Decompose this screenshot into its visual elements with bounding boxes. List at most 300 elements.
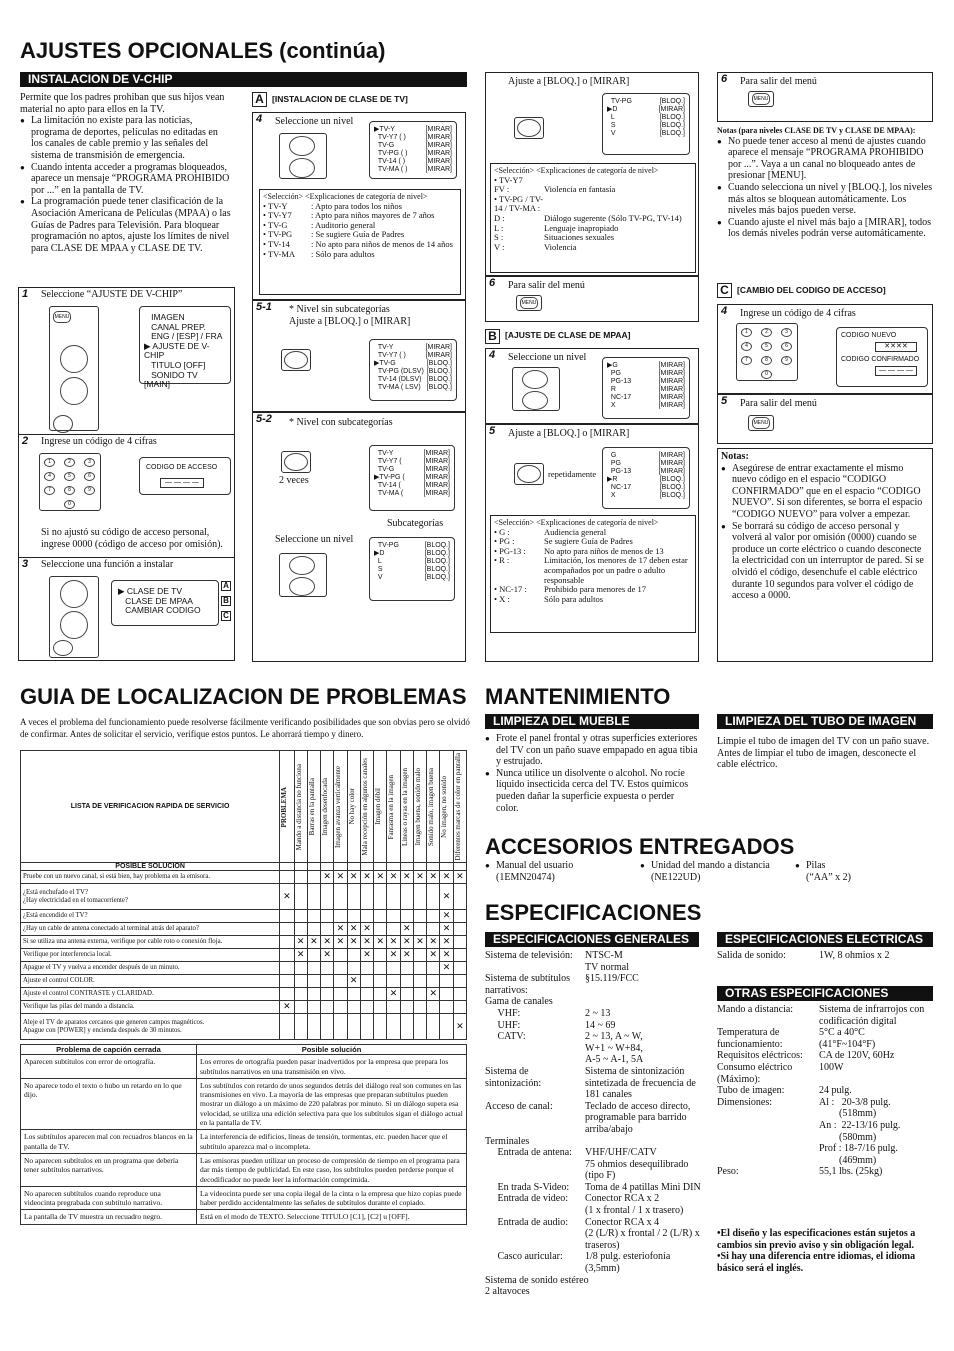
check-mark: ✕ xyxy=(280,1001,294,1014)
check-mark: ✕ xyxy=(427,988,440,1001)
digit-4-button[interactable]: 4 xyxy=(741,342,752,351)
rating-code: • PG : xyxy=(494,536,515,547)
solution-cell xyxy=(21,884,280,910)
digit-3-button[interactable]: 3 xyxy=(781,328,792,337)
level-row[interactable] xyxy=(374,450,450,458)
level-row[interactable] xyxy=(607,98,685,106)
label-a-large: A xyxy=(252,92,267,107)
rating-explanation: : Auditorio general xyxy=(311,219,376,230)
level-row[interactable] xyxy=(607,468,685,476)
section-head-change-code: [CAMBIO DEL CODIGO DE ACCESO] xyxy=(737,285,886,295)
check-mark xyxy=(321,923,334,936)
problem-label: No hay color xyxy=(347,788,356,826)
solution-text: ¿Hay un cable de antena conectado al terminal atrás del aparato? xyxy=(23,925,199,933)
rating-code: • TV-Y7 xyxy=(263,210,292,221)
check-mark: ✕ xyxy=(453,1014,466,1040)
subcategory-list-screen xyxy=(369,537,455,601)
check-mark xyxy=(453,936,466,949)
ch-remote xyxy=(512,367,560,411)
remote-control xyxy=(49,576,99,658)
spec-value: 55,1 lbs. (25kg) xyxy=(819,1166,883,1178)
level-row[interactable] xyxy=(374,542,450,550)
label-b-large: B xyxy=(485,329,500,344)
table-row xyxy=(21,1186,467,1210)
spec-value: 2 ~ 13 xyxy=(585,1007,611,1019)
vol-pad[interactable] xyxy=(284,453,308,471)
ch-up-pad[interactable] xyxy=(60,345,88,373)
check-mark xyxy=(387,975,400,988)
check-mark xyxy=(427,1001,440,1014)
check-mark: ✕ xyxy=(347,871,360,884)
step-text: Ingrese un código de 4 cifras xyxy=(740,308,856,319)
empty-cell xyxy=(334,863,347,871)
digit-2-button[interactable]: 2 xyxy=(64,458,75,467)
digit-4-button[interactable]: 4 xyxy=(44,472,55,481)
vol-remote xyxy=(514,463,544,485)
check-mark xyxy=(321,1014,334,1040)
rating-code: S : xyxy=(494,232,504,243)
vol-pad[interactable] xyxy=(53,415,73,433)
level-status: [BLOQ.] xyxy=(659,98,685,105)
check-mark xyxy=(307,1014,320,1040)
closed-caption-table xyxy=(20,1044,467,1225)
remote-control xyxy=(49,306,99,431)
menu-item[interactable]: CLASE DE MPAA xyxy=(118,595,193,606)
level-row[interactable] xyxy=(374,490,450,498)
level-row[interactable] xyxy=(607,114,685,122)
digit-7-button[interactable]: 7 xyxy=(741,356,752,365)
level-status: [MIRAR] xyxy=(423,490,450,497)
check-mark xyxy=(360,962,373,975)
table-row xyxy=(21,1001,467,1014)
level-status: [BLOQ.] xyxy=(659,130,685,137)
check-mark: ✕ xyxy=(453,871,466,884)
check-mark xyxy=(413,884,426,910)
level-row[interactable] xyxy=(374,482,450,490)
level-name: L xyxy=(607,114,615,121)
rating-explanation: Se sugiere Guía de Padres xyxy=(544,536,633,547)
tv-rating-explanations xyxy=(259,189,461,295)
digit-9-button[interactable]: 9 xyxy=(781,356,792,365)
empty-cell xyxy=(321,863,334,871)
level-row[interactable] xyxy=(374,574,450,582)
level-status: [BLOQ.] xyxy=(424,542,450,549)
check-mark: ✕ xyxy=(360,936,373,949)
check-mark: ✕ xyxy=(294,936,307,949)
access-code-field[interactable]: — — — — xyxy=(160,478,204,488)
spec-label: En trada S-Video: xyxy=(485,1181,570,1193)
spec-label: Gama de canales xyxy=(485,996,553,1008)
empty-cell xyxy=(400,863,413,871)
rating-explanation xyxy=(544,195,692,214)
ch-down-pad[interactable] xyxy=(60,611,88,639)
cc-problem-head: Problema de capción cerrada xyxy=(21,1045,197,1055)
level-status: [MIRAR] xyxy=(658,452,685,459)
table-row xyxy=(21,975,467,988)
subcategory-list-screen xyxy=(602,93,690,155)
check-mark xyxy=(334,910,347,923)
section-bar-vchip: INSTALACION DE V-CHIP xyxy=(20,72,467,87)
ch-up-pad[interactable] xyxy=(289,556,315,575)
digit-9-button[interactable]: 9 xyxy=(84,486,95,495)
access-code-screen xyxy=(139,457,231,495)
level-name: TV-14 (DLSV) xyxy=(374,376,422,383)
level-name: TV-Y7 ( ) xyxy=(374,352,406,359)
menu-item[interactable]: TITULO [OFF] xyxy=(144,359,206,370)
check-mark xyxy=(294,910,307,923)
confirm-code-label: CODIGO CONFIRMADO xyxy=(841,356,920,363)
check-mark xyxy=(413,910,426,923)
level-name: TV-G xyxy=(374,142,395,149)
check-mark: ✕ xyxy=(440,962,453,975)
level-row[interactable] xyxy=(374,360,452,368)
level-row[interactable] xyxy=(607,122,685,130)
level-row[interactable] xyxy=(607,402,685,410)
other-specs-list xyxy=(717,1004,933,1178)
cc-solution: La interferencia de edificios, líneas de tensión, tormentas, etc. pueden hacer que el subtítulo aparezca mal o incompleta. xyxy=(197,1130,467,1154)
level-row[interactable] xyxy=(374,566,450,574)
step-text: Para salir del menú xyxy=(508,280,585,291)
ch-down-pad[interactable] xyxy=(289,577,315,596)
check-mark xyxy=(307,1001,320,1014)
level-status: [BLOQ.] xyxy=(426,376,452,383)
table-row xyxy=(21,949,467,962)
spec-value: Sistema de sintonización sintetizada de frecuencia de 181 canales xyxy=(585,1065,699,1101)
ch-down-pad[interactable] xyxy=(522,391,548,410)
rating-code: • TV-Y7 xyxy=(494,174,523,185)
menu-remote xyxy=(748,415,774,431)
menu-item[interactable]: ▶ CLASE DE TV xyxy=(118,586,183,596)
vchip-intro xyxy=(20,92,232,254)
check-mark: ✕ xyxy=(387,949,400,962)
check-mark xyxy=(427,910,440,923)
check-mark xyxy=(374,923,387,936)
empty-cell xyxy=(347,863,360,871)
level-row[interactable] xyxy=(607,492,685,500)
new-code-field[interactable]: ✕✕✕✕ xyxy=(875,342,917,352)
problem-col-head xyxy=(374,751,387,863)
digit-0-button[interactable]: 0 xyxy=(64,500,75,509)
menu-button[interactable]: MENU xyxy=(53,311,71,323)
specs-footnotes xyxy=(717,1228,931,1274)
level-row[interactable] xyxy=(607,370,685,378)
solution-cell xyxy=(21,1001,280,1014)
menu-item[interactable]: ▶ AJUSTE DE V-CHIP xyxy=(144,340,210,361)
menu-item[interactable]: ENG / [ESP] / FRA xyxy=(144,331,223,342)
level-status: [MIRAR] xyxy=(658,468,685,475)
label-c: C xyxy=(221,611,231,621)
label-c-large: C xyxy=(717,283,732,298)
subcategory-explanations xyxy=(490,163,696,273)
vol-pad[interactable] xyxy=(53,640,73,656)
rating-code: • G : xyxy=(494,526,510,537)
problem-col-head xyxy=(387,751,400,863)
level-status: [MIRAR] xyxy=(425,126,452,133)
rating-code: FV : xyxy=(494,184,510,195)
check-mark: ✕ xyxy=(374,936,387,949)
vchip-step3 xyxy=(18,557,235,661)
bullet-item: ● Asegúrese de entrar exactamente el mismo nuevo código en el espacio “CODIGO CONFIRMADO” que en el espacio “CODIGO NUEVO”. Si son diferentes, se borra el espacio “CODIGO NUEVO” para volver a empezar. xyxy=(721,463,929,521)
digit-1-button[interactable]: 1 xyxy=(44,458,55,467)
problem-label: Diferentes marcas de color en pantalla xyxy=(453,753,462,861)
level-row[interactable] xyxy=(607,460,685,468)
rating-code: • R : xyxy=(494,555,510,566)
cc-problem: No aparece todo el texto o hubo un retardo en lo que dijo. xyxy=(21,1078,197,1129)
ch-up-pad[interactable] xyxy=(289,136,315,156)
rating-explanation: Limitación, los menores de 17 deben estar acompañados por un padre o adulto responsable xyxy=(544,555,688,585)
check-mark: ✕ xyxy=(334,871,347,884)
level-name: NC-17 xyxy=(607,484,632,491)
repeat-note: 2 veces xyxy=(279,475,309,486)
level-row[interactable] xyxy=(607,378,685,386)
service-checklist-table xyxy=(20,750,467,1040)
vol-pad[interactable] xyxy=(517,465,541,483)
problem-label: Mala recepción en algunos canales xyxy=(360,757,369,856)
menu-button[interactable]: MENU xyxy=(752,417,770,429)
check-mark xyxy=(374,949,387,962)
check-mark xyxy=(413,949,426,962)
check-mark: ✕ xyxy=(440,923,453,936)
check-mark: ✕ xyxy=(387,871,400,884)
level-row[interactable] xyxy=(374,126,452,134)
problem-label: No imagen, no sonido xyxy=(440,775,449,838)
check-mark xyxy=(387,962,400,975)
ch-down-pad[interactable] xyxy=(289,158,315,178)
check-mark xyxy=(334,1014,347,1040)
level-row[interactable] xyxy=(374,474,450,482)
rating-code: D : xyxy=(494,212,505,223)
level-name: PG-13 xyxy=(607,378,632,385)
problem-col-head xyxy=(294,751,307,863)
digit-3-button[interactable]: 3 xyxy=(84,458,95,467)
step-text: * Nivel con subcategorías xyxy=(289,417,393,428)
level-row[interactable] xyxy=(374,158,452,166)
level-row[interactable] xyxy=(607,362,685,370)
menu-item[interactable]: CANAL PREP. xyxy=(144,321,206,332)
check-mark: ✕ xyxy=(307,936,320,949)
table-row xyxy=(21,884,467,910)
solution-cell xyxy=(21,871,280,884)
check-mark xyxy=(413,962,426,975)
check-mark xyxy=(374,1001,387,1014)
ch-up-pad[interactable] xyxy=(522,370,548,389)
spec-value: 1/8 pulg. esteriofonía (3,5mm) xyxy=(585,1251,673,1275)
solution-cell xyxy=(21,1014,280,1040)
check-mark xyxy=(453,910,466,923)
bullet-item: ● Cuando ajuste el nivel más bajo a [MIRAR], todos los demás niveles podrán verse automáticamente. xyxy=(717,217,933,240)
check-mark xyxy=(400,975,413,988)
level-status: [MIRAR] xyxy=(423,450,450,457)
tv-rating-step5-1 xyxy=(252,300,466,412)
solution-cell xyxy=(21,988,280,1001)
empty-cell xyxy=(440,863,453,871)
check-mark xyxy=(334,975,347,988)
level-row[interactable] xyxy=(374,352,452,360)
accessory-name: Pilas xyxy=(806,860,826,871)
vol-remote xyxy=(281,349,311,371)
level-row[interactable] xyxy=(374,142,452,150)
level-row[interactable] xyxy=(374,150,452,158)
digit-8-button[interactable]: 8 xyxy=(761,356,772,365)
rating-code: • TV-MA xyxy=(263,248,296,259)
cc-problem: No aparecen subtítulos cuando reproduce una videocinta pregrabada con subtítulo narrativo. xyxy=(21,1186,197,1210)
digit-1-button[interactable]: 1 xyxy=(741,328,752,337)
accessory-code: (“AA” x 2) xyxy=(806,871,851,883)
level-row[interactable] xyxy=(374,550,450,558)
menu-button[interactable]: MENU xyxy=(520,297,538,309)
check-mark: ✕ xyxy=(360,923,373,936)
new-code-screen xyxy=(836,327,928,387)
level-status: [BLOQ.] xyxy=(659,492,685,499)
spec-value: Al : 20-3/8 pulg. (518mm) An : 22-13/16 pulg. (580mm) Prof : 18-7/16 pulg. (469mm) xyxy=(819,1096,901,1166)
digit-5-button[interactable]: 5 xyxy=(64,472,75,481)
problem-col-head xyxy=(427,751,440,863)
level-name: TV-MA ( xyxy=(374,490,404,497)
check-mark xyxy=(400,1001,413,1014)
check-mark xyxy=(294,884,307,910)
problem-col-head xyxy=(360,751,373,863)
step-text: Ingrese un código de 4 cifras xyxy=(41,436,157,447)
digit-5-button[interactable]: 5 xyxy=(761,342,772,351)
spec-label: VHF: xyxy=(485,1007,521,1019)
check-mark xyxy=(413,1001,426,1014)
digit-2-button[interactable]: 2 xyxy=(761,328,772,337)
rating-code: • TV-14 xyxy=(263,238,290,249)
level-row[interactable] xyxy=(374,466,450,474)
check-mark: ✕ xyxy=(360,871,373,884)
solution-cell xyxy=(21,910,280,923)
check-mark xyxy=(294,1001,307,1014)
check-mark: ✕ xyxy=(387,936,400,949)
level-name: G xyxy=(607,452,617,459)
level-name: ▶D xyxy=(374,550,385,557)
check-mark xyxy=(453,975,466,988)
check-mark xyxy=(334,962,347,975)
section-bar-electrical-specs: ESPECIFICACIONES ELECTRICAS xyxy=(717,932,933,947)
level-row[interactable] xyxy=(607,386,685,394)
vchip-intro-text: Permite que los padres prohiban que sus hijos vean material no apto para ellos en la TV. xyxy=(20,92,225,115)
spec-value: 1W, 8 ohmios x 2 xyxy=(819,950,890,961)
check-mark xyxy=(374,1014,387,1040)
level-status: [MIRAR] xyxy=(658,378,685,385)
level-row[interactable] xyxy=(374,376,452,384)
level-row[interactable] xyxy=(607,484,685,492)
ch-down-pad[interactable] xyxy=(60,377,88,405)
level-status: [BLOQ.] xyxy=(659,476,685,483)
level-name: TV-Y7 ( xyxy=(374,458,402,465)
check-mark xyxy=(294,871,307,884)
bullet-item: ● La programación puede tener clasificación de la Asociación Americana de Películas (MPAA) o las Guías de Padres para Televisión. Para bloquear programación no aptos, ajuste los límites de nivel para CLASE DE MPAA y CLASE DE TV. xyxy=(20,196,232,254)
level-row[interactable] xyxy=(374,458,450,466)
menu-item[interactable]: SONIDO TV [MAIN] xyxy=(144,369,198,390)
digit-0-button[interactable]: 0 xyxy=(761,370,772,379)
step-text: Seleccione un nivel xyxy=(275,534,354,545)
step-text: Seleccione un nivel xyxy=(275,116,354,127)
check-mark: ✕ xyxy=(387,988,400,1001)
spec-value: Conector RCA x 2 (1 x frontal / 1 x trasero) xyxy=(585,1193,684,1217)
level-row[interactable] xyxy=(607,130,685,138)
spec-label: Sistema de sonido estéreo 2 altavoces xyxy=(485,1274,589,1298)
level-row[interactable] xyxy=(374,368,452,376)
cc-solution-head: Posible solución xyxy=(197,1045,467,1055)
spec-value: NTSC-M TV normal xyxy=(585,950,629,973)
level-status: [BLOQ.] xyxy=(426,384,452,391)
rating-code: V : xyxy=(494,241,505,252)
level-status: [MIRAR] xyxy=(658,370,685,377)
digit-8-button[interactable]: 8 xyxy=(64,486,75,495)
step-text: Ajuste a [BLOQ.] o [MIRAR] xyxy=(508,76,630,87)
spec-label: Terminales xyxy=(485,1135,530,1147)
bullet: ● xyxy=(640,861,645,870)
level-status: [BLOQ.] xyxy=(426,368,452,375)
level-row[interactable] xyxy=(607,452,685,460)
menu-item[interactable]: IMAGEN xyxy=(144,312,185,322)
check-mark xyxy=(321,975,334,988)
accessory-item xyxy=(640,860,795,883)
col3-step6 xyxy=(485,276,699,322)
page-title: AJUSTES OPCIONALES (continúa) xyxy=(20,38,386,63)
footnote: •Si hay una diferencia entre idiomas, el idioma básico será el inglés. xyxy=(717,1251,916,1274)
confirm-code-field[interactable]: — — — — xyxy=(875,366,917,376)
level-status: [MIRAR] xyxy=(425,142,452,149)
level-row[interactable] xyxy=(374,134,452,142)
level-name: TV-14 ( ) xyxy=(374,158,406,165)
check-mark xyxy=(427,1014,440,1040)
ch-up-pad[interactable] xyxy=(60,580,88,608)
check-mark xyxy=(307,871,320,884)
digit-7-button[interactable]: 7 xyxy=(44,486,55,495)
problem-col-head xyxy=(321,751,334,863)
level-row[interactable] xyxy=(374,384,452,392)
problem-label: Barras en la pantalla xyxy=(307,778,316,836)
spec-label: UHF: xyxy=(485,1019,521,1031)
solution-text: Si se utiliza una antena externa, verifique por cable roto o conexión floja. xyxy=(23,938,223,946)
rating-code: • PG-13 : xyxy=(494,545,526,556)
check-mark: ✕ xyxy=(321,949,334,962)
level-status: [MIRAR] xyxy=(425,352,452,359)
vol-pad[interactable] xyxy=(517,119,541,137)
vol-remote xyxy=(514,117,544,139)
spec-value: §15.119/FCC xyxy=(585,973,639,985)
number-keypad xyxy=(39,453,101,511)
rating-explanation: Violencia xyxy=(544,241,577,252)
change-code-step5: 5 Para salir del menú MENU xyxy=(717,394,933,444)
level-row[interactable] xyxy=(607,106,685,114)
check-mark xyxy=(321,910,334,923)
default-code-note: Si no ajustó su código de acceso personal, ingrese 0000 (código de acceso por omisión). xyxy=(41,527,223,550)
possible-solution-head: POSIBLE SOLUCION xyxy=(21,863,280,871)
accessories-list xyxy=(485,860,935,883)
level-row[interactable] xyxy=(374,558,450,566)
level-row[interactable] xyxy=(374,166,452,174)
level-row[interactable] xyxy=(607,394,685,402)
level-name: PG xyxy=(607,370,622,377)
level-row[interactable] xyxy=(374,344,452,352)
check-mark xyxy=(374,975,387,988)
bullet-item: ● Se borrará su código de acceso personal y volverá al valor por omisión (0000) cuando se produce un corte eléctrico o cuando desconecte la electricidad con un interruptor de pared. Si se olvidó el código, desenchufe el cable eléctrico durante 10 segundos para volver el código de acceso a 0000. xyxy=(721,521,929,602)
solution-text: ¿Hay electricidad en el tomacorriente? xyxy=(23,896,128,904)
vol-pad[interactable] xyxy=(284,351,308,369)
menu-button[interactable]: MENU xyxy=(752,93,770,105)
step-number: 5-1 xyxy=(256,301,272,313)
digit-6-button[interactable]: 6 xyxy=(781,342,792,351)
level-row[interactable] xyxy=(607,476,685,484)
menu-item[interactable]: CAMBIAR CODIGO xyxy=(118,605,201,616)
digit-6-button[interactable]: 6 xyxy=(84,472,95,481)
empty-cell xyxy=(307,863,320,871)
empty-cell xyxy=(294,863,307,871)
check-mark xyxy=(347,949,360,962)
